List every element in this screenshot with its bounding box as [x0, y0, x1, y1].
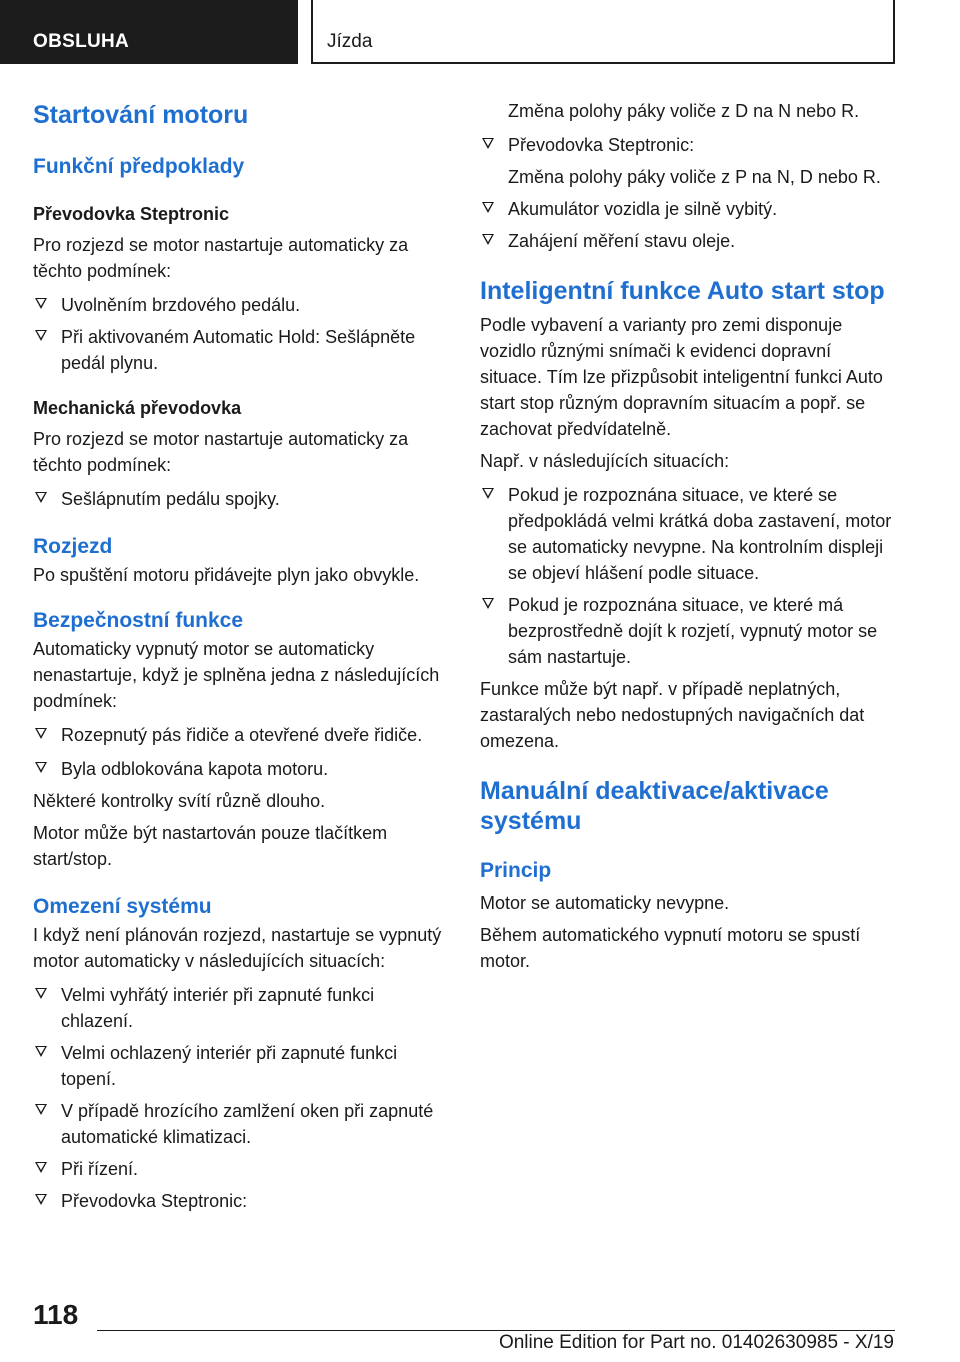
- header-chapter-label: Jízda: [327, 31, 373, 52]
- triangle-bullet-icon: [482, 488, 494, 499]
- left-column: [33, 100, 449, 1214]
- page-number: 118: [33, 1299, 79, 1330]
- triangle-bullet-icon: [482, 138, 494, 149]
- triangle-bullet-icon: [35, 1104, 47, 1115]
- triangle-bullet-icon: [35, 1046, 47, 1057]
- triangle-bullet-icon: [35, 728, 47, 739]
- list-item: Akumulátor vozidla je silně vybitý.: [480, 196, 896, 222]
- footer-divider: [97, 1330, 895, 1331]
- header-section-label: OBSLUHA: [33, 31, 130, 52]
- paragraph-napr: Např. v následujících situacích:: [480, 451, 730, 471]
- triangle-bullet-icon: [482, 202, 494, 213]
- list-item: Byla odblokována kapota motoru.: [33, 756, 449, 782]
- paragraph-mechanical: Pro rozjezd se motor nastartuje automaticky za těchto podmínek:: [33, 429, 409, 475]
- paragraph-bezpecnostni: Automaticky vypnutý motor se automaticky nenastartuje, když je splněna jedna z následujících podmínek:: [33, 639, 440, 711]
- footer-edition: Online Edition for Part no. 01402630985 - X/19: [498, 1332, 894, 1353]
- header-chapter-box: [311, 0, 895, 64]
- list-item: Při řízení.: [33, 1156, 449, 1182]
- heading-funkcni-predpoklady: Funkční předpoklady: [33, 155, 245, 178]
- heading-bezpecnostni-funkce: Bezpečnostní funkce: [33, 609, 244, 632]
- triangle-bullet-icon: [35, 762, 47, 773]
- triangle-bullet-icon: [35, 1162, 47, 1173]
- list-item: Převodovka Steptronic:: [33, 1188, 449, 1214]
- heading-rozjezd: Rozjezd: [33, 535, 113, 558]
- right-column: [480, 98, 896, 974]
- list-item: V případě hrozícího zamlžení oken při zapnuté automatické klimatizaci.: [33, 1098, 449, 1150]
- subheading-mechanical: Mechanická převodovka: [33, 398, 242, 418]
- list-item: Rozepnutý pás řidiče a otevřené dveře řidiče.: [33, 722, 449, 748]
- header-section-tab: [0, 0, 298, 64]
- paragraph-start-stop: Motor může být nastartován pouze tlačítkem start/stop.: [33, 823, 388, 869]
- list-item: Při aktivovaném Automatic Hold: Sešlápněte pedál plynu.: [33, 324, 449, 376]
- heading-princip: Princip: [480, 859, 552, 882]
- heading-manualni-deaktivace: Manuální deaktivace/aktivace systému: [480, 777, 829, 835]
- list-item: Velmi vyhřátý interiér při zapnuté funkci chlazení.: [33, 982, 449, 1034]
- paragraph-kontrolky: Některé kontrolky svítí různě dlouho.: [33, 791, 326, 811]
- triangle-bullet-icon: [35, 492, 47, 503]
- list-item: Pokud je rozpoznána situace, ve které má bezprostředně dojít k rozjetí, vypnutý motor se sám nastartuje.: [480, 592, 896, 670]
- paragraph-inteligentni: Podle vybavení a varianty pro zemi disponuje vozidlo různými snímači k evidenci dopravní situace. Tím lze přizpůsobit inteligentní funkci Auto start stop různým dopravním situacím a popř. se zachovat předvídatelně.: [480, 315, 883, 439]
- subheading-steptronic: Převodovka Steptronic: [33, 204, 230, 224]
- list-item: Uvolněním brzdového pedálu.: [33, 292, 449, 318]
- triangle-bullet-icon: [35, 298, 47, 309]
- triangle-bullet-icon: [482, 598, 494, 609]
- list-continuation: Změna polohy páky voliče z D na N nebo R.: [508, 101, 860, 121]
- list-item: Velmi ochlazený interiér při zapnuté funkci topení.: [33, 1040, 449, 1092]
- list-item: Pokud je rozpoznána situace, ve které se předpokládá velmi krátká doba zastavení, motor se automaticky nevypne. Na kontrolním displeji se objeví hlášení podle situace.: [480, 482, 896, 586]
- list-item: Zahájení měření stavu oleje.: [480, 228, 896, 254]
- list-continuation: Změna polohy páky voliče z P na N, D nebo R.: [508, 167, 881, 187]
- paragraph-steptronic: Pro rozjezd se motor nastartuje automaticky za těchto podmínek:: [33, 235, 409, 281]
- triangle-bullet-icon: [35, 1194, 47, 1205]
- paragraph-princip-1: Motor se automaticky nevypne.: [480, 893, 730, 913]
- list-item: Sešlápnutím pedálu spojky.: [33, 486, 449, 512]
- list-item: Převodovka Steptronic:: [480, 132, 896, 158]
- paragraph-rozjezd: Po spuštění motoru přidávejte plyn jako obvykle.: [33, 565, 420, 585]
- triangle-bullet-icon: [482, 234, 494, 245]
- heading-inteligentni-funkce: Inteligentní funkce Auto start stop: [480, 277, 885, 305]
- triangle-bullet-icon: [35, 988, 47, 999]
- heading-omezeni-systemu: Omezení systému: [33, 895, 212, 918]
- paragraph-princip-2: Během automatického vypnutí motoru se spustí motor.: [480, 925, 861, 971]
- heading-startovani-motoru: Startování motoru: [33, 101, 249, 129]
- paragraph-funkce-omezena: Funkce může být např. v případě neplatných, zastaralých nebo nedostupných navigačních dat omezena.: [480, 679, 865, 751]
- paragraph-omezeni: I když není plánován rozjezd, nastartuje se vypnutý motor automaticky v následujících situacích:: [33, 925, 442, 971]
- triangle-bullet-icon: [35, 330, 47, 341]
